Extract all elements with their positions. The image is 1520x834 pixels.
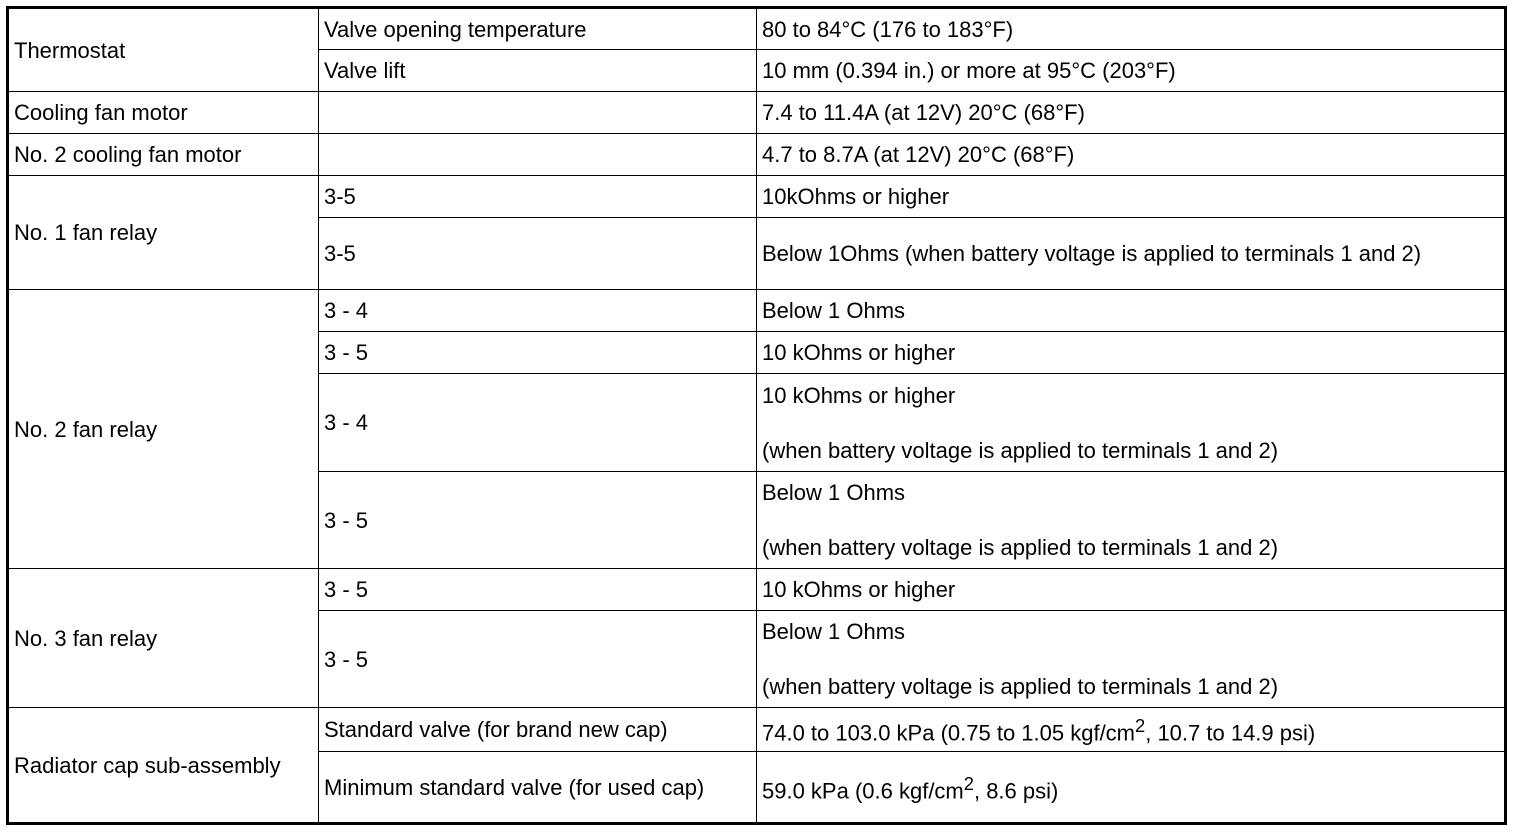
table-row (8, 134, 1506, 176)
condition-cell: Minimum standard valve (for used cap) (319, 752, 757, 824)
spec-value: 10 kOhms or higher (762, 382, 956, 408)
superscript-exponent: 2 (1135, 715, 1146, 737)
component-cell: No. 3 fan relay (8, 569, 319, 708)
condition-cell: 3-5 (319, 218, 757, 290)
spec-cell: 4.7 to 8.7A (at 12V) 20°C (68°F) (757, 134, 1506, 176)
table-row (8, 290, 1506, 332)
spec-value-suffix: , 8.6 psi) (973, 778, 1059, 804)
spec-table-container (6, 6, 1507, 825)
condition-cell: 3 - 4 (319, 374, 757, 472)
spec-value: 74.0 to 103.0 kPa (0.75 to 1.05 kgf/cm (762, 720, 1136, 746)
condition-cell (319, 134, 757, 176)
spec-note: (when battery voltage is applied to terminals 1 and 2) (762, 674, 1279, 699)
table-row (8, 176, 1506, 218)
component-cell: Radiator cap sub-assembly (8, 708, 319, 824)
component-cell: Cooling fan motor (8, 92, 319, 134)
spec-value: Below 1 Ohms (762, 480, 906, 505)
condition-cell: Standard valve (for brand new cap) (319, 708, 757, 752)
spec-value: Below 1 Ohms (762, 619, 906, 644)
condition-cell: 3 - 5 (319, 332, 757, 374)
spec-cell: Below 1 Ohms (757, 290, 1506, 332)
spec-cell: 7.4 to 11.4A (at 12V) 20°C (68°F) (757, 92, 1506, 134)
condition-cell: Valve lift (319, 50, 757, 92)
condition-cell: 3 - 5 (319, 569, 757, 611)
spec-cell: 10 kOhms or higher (757, 569, 1506, 611)
component-cell: No. 2 cooling fan motor (8, 134, 319, 176)
spec-cell: 10 kOhms or higher (757, 332, 1506, 374)
table-row (8, 92, 1506, 134)
spec-cell (757, 374, 1506, 472)
spec-cell: 10 mm (0.394 in.) or more at 95°C (203°F) (757, 50, 1506, 92)
spec-value-suffix: , 10.7 to 14.9 psi) (1145, 720, 1316, 746)
table-row (8, 708, 1506, 752)
spec-cell (757, 611, 1506, 708)
spec-cell: 10kOhms or higher (757, 176, 1506, 218)
cooling-system-spec-table (6, 6, 1507, 825)
condition-cell: Valve opening temperature (319, 8, 757, 50)
condition-cell: 3 - 4 (319, 290, 757, 332)
superscript-exponent: 2 (963, 772, 974, 794)
condition-cell: 3-5 (319, 176, 757, 218)
spec-value: 59.0 kPa (0.6 kgf/cm (762, 778, 964, 804)
component-cell: No. 1 fan relay (8, 176, 319, 290)
spec-cell (757, 708, 1506, 752)
spec-cell: 80 to 84°C (176 to 183°F) (757, 8, 1506, 50)
spec-cell (757, 472, 1506, 569)
condition-cell (319, 92, 757, 134)
component-cell: Thermostat (8, 8, 319, 92)
spec-cell (757, 752, 1506, 824)
spec-cell: Below 1Ohms (when battery voltage is applied to terminals 1 and 2) (757, 218, 1506, 290)
condition-cell: 3 - 5 (319, 472, 757, 569)
condition-cell: 3 - 5 (319, 611, 757, 708)
component-cell: No. 2 fan relay (8, 290, 319, 569)
table-row (8, 569, 1506, 611)
spec-note: (when battery voltage is applied to terminals 1 and 2) (762, 437, 1279, 463)
table-row (8, 8, 1506, 50)
spec-note: (when battery voltage is applied to terminals 1 and 2) (762, 535, 1279, 560)
